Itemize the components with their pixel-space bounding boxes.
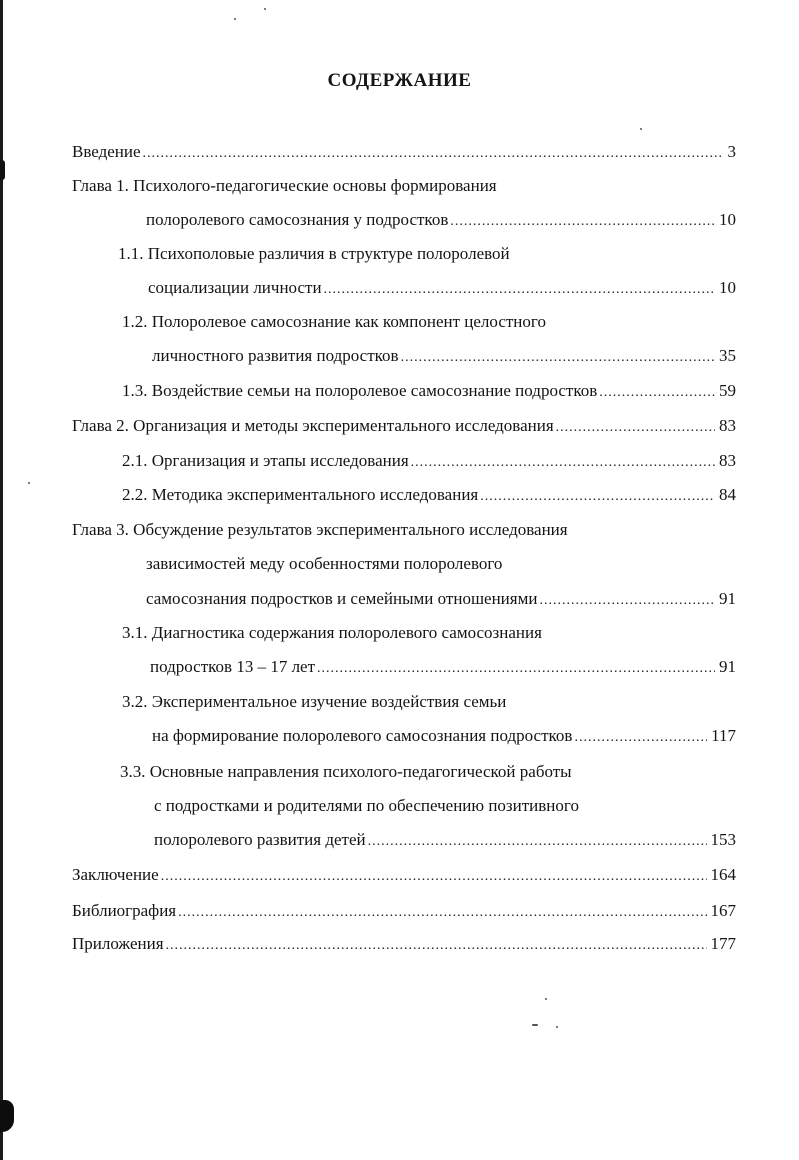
toc-entry-label: Заключение (72, 865, 159, 884)
toc-entry-label: 1.3. Воздействие семьи на полоролевое самосознание подростков (122, 381, 598, 400)
toc-entry-chapter-1[interactable] (146, 209, 736, 233)
toc-entry-label: на формирование полоролевого самосознания подростков (152, 726, 573, 745)
dot-leader (539, 590, 715, 612)
toc-entry-section-3-1-title: 3.1. Диагностика содержания полоролевого самосознания (122, 623, 542, 642)
dot-leader (401, 347, 715, 369)
page-title: СОДЕРЖАНИЕ (327, 70, 472, 91)
toc-entry-section-1-2-title: 1.2. Полоролевое самосознание как компонент целостного (122, 312, 546, 331)
dot-leader (324, 279, 715, 301)
toc-entry-label: Приложения (72, 934, 164, 953)
toc-entry-section-3-3-title: 3.3. Основные направления психолого-педагогической работы (120, 762, 572, 781)
toc-entry-label: полоролевого самосознания у подростков (146, 210, 449, 229)
toc-page-number: 83 (719, 451, 736, 470)
toc-page-number: 153 (710, 830, 736, 849)
toc-page-number: 84 (719, 485, 736, 504)
toc-page-number: 83 (719, 416, 736, 435)
toc-page-number: 35 (719, 346, 736, 365)
dot-leader (368, 831, 707, 853)
toc-page-number: 167 (710, 901, 736, 920)
toc-entry-section-3-3-title: с подростками и родителями по обеспечению позитивного (154, 796, 579, 815)
toc-entry-label: подростков 13 – 17 лет (150, 657, 316, 676)
toc-entry-section-3-1[interactable] (150, 656, 736, 680)
toc-page-number: 59 (719, 381, 736, 400)
toc-page-number: 10 (719, 210, 736, 229)
dot-leader (411, 452, 715, 474)
toc-entry-section-3-2[interactable] (152, 725, 736, 749)
dot-leader (599, 382, 715, 404)
toc-entry-chapter-1-title: Глава 1. Психолого-педагогические основы формирования (72, 176, 497, 195)
toc-page-number: 164 (710, 865, 736, 884)
toc-entry-section-1-1[interactable] (148, 277, 736, 301)
dot-leader (450, 211, 715, 233)
toc-entry-section-1-1-title: 1.1. Психополовые различия в структуре полоролевой (118, 244, 510, 263)
toc-entry-section-2-1[interactable] (122, 450, 736, 474)
toc-entry-label: полоролевого развития детей (154, 830, 366, 849)
toc-entry-chapter-3-title: Глава 3. Обсуждение результатов экспериментального исследования (72, 520, 568, 539)
toc-page-number: 91 (719, 589, 736, 608)
toc-entry-section-3-3[interactable] (154, 829, 736, 853)
toc-entry-section-3-2-title: 3.2. Экспериментальное изучение воздействия семьи (122, 692, 507, 711)
toc-page-number: 10 (719, 278, 736, 297)
dot-leader (574, 727, 707, 749)
dot-leader (143, 143, 724, 165)
toc-page-number: 177 (710, 934, 736, 953)
toc-entry-label: личностного развития подростков (152, 346, 399, 365)
toc-page-number: 3 (727, 142, 736, 161)
dot-leader (178, 902, 706, 924)
dot-leader (161, 866, 707, 888)
toc-page-number: 91 (719, 657, 736, 676)
toc-entry-chapter-3-title: зависимостей меду особенностями полоролевого (146, 554, 503, 573)
toc-entry-label: Библиография (72, 901, 177, 920)
toc-entry-section-1-3[interactable] (122, 380, 736, 404)
toc-entry-conclusion[interactable] (72, 864, 736, 888)
toc-entry-label: 2.2. Методика экспериментального исследования (122, 485, 479, 504)
toc-entry-section-1-2[interactable] (152, 345, 736, 369)
toc-entry-label: Введение (72, 142, 141, 161)
dot-leader (480, 486, 715, 508)
toc-entry-label: социализации личности (148, 278, 322, 297)
dot-leader (166, 935, 707, 957)
dot-leader (556, 417, 715, 439)
toc-entry-introduction[interactable] (72, 141, 736, 165)
toc-entry-label: самосознания подростков и семейными отношениями (146, 589, 538, 608)
toc-entry-bibliography[interactable] (72, 900, 736, 924)
toc-entry-label: Глава 2. Организация и методы экспериментального исследования (72, 416, 554, 435)
toc-entry-chapter-3[interactable] (146, 588, 736, 612)
toc-entry-section-2-2[interactable] (122, 484, 736, 508)
dot-leader (317, 658, 715, 680)
toc-entry-appendix[interactable] (72, 933, 736, 957)
toc-entry-chapter-2[interactable] (72, 415, 736, 439)
toc-entry-label: 2.1. Организация и этапы исследования (122, 451, 409, 470)
toc-page-number: 117 (711, 726, 736, 745)
